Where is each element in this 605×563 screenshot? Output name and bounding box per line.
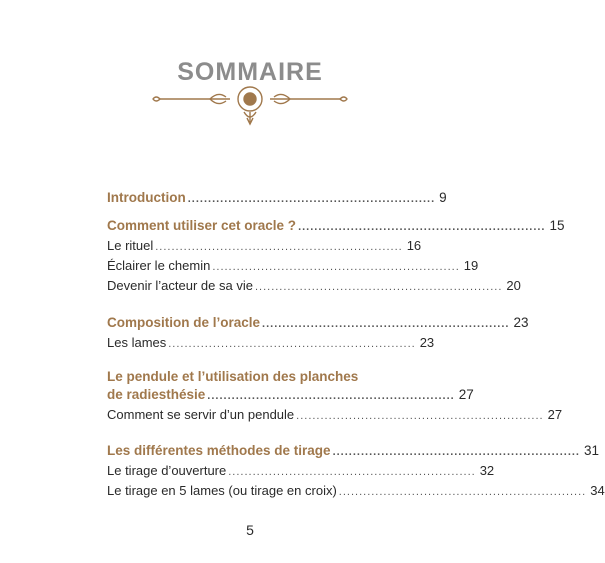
toc-page: 31 [584,443,600,458]
toc-entry[interactable] [107,483,605,500]
toc-label: Éclairer le chemin [107,258,211,273]
toc-entry[interactable] [107,218,565,235]
toc-label: Comment se servir d’un pendule [107,407,295,422]
toc-entry[interactable] [107,463,495,480]
toc-page: 27 [458,387,474,402]
toc-entry-heading[interactable] [107,369,392,385]
toc-entry[interactable] [107,335,435,352]
toc-page: 15 [549,218,565,233]
toc-label: Le pendule et l’utilisation des planches [107,369,359,384]
toc-label: Devenir l’acteur de sa vie [107,278,253,293]
leader-dots: ............................................................. [338,486,587,498]
toc-page: 23 [419,335,435,350]
leader-dots: ............................................................. [155,241,403,253]
toc-entry[interactable] [107,315,529,332]
toc-entry[interactable] [107,387,474,404]
toc-entry[interactable] [107,278,521,295]
filigree-ornament-icon [150,82,350,132]
toc-label: Le tirage d’ouverture [107,463,227,478]
leader-dots: ............................................................. [298,221,546,233]
leader-dots: ............................................................. [168,338,416,350]
leader-dots: ............................................................. [254,281,503,293]
page-number: 5 [246,522,254,538]
toc-entry[interactable] [107,190,447,207]
leader-dots: ............................................................. [296,410,544,422]
toc-page: 34 [590,483,605,498]
leader-dots: ............................................................. [262,318,510,330]
toc-label: Le rituel [107,238,154,253]
toc-page: 9 [439,190,447,205]
toc-label: Les différentes méthodes de tirage [107,443,331,458]
toc-page: 19 [463,258,479,273]
leader-dots: ............................................................. [332,446,580,458]
leader-dots: ............................................................. [207,390,455,402]
leader-dots: ............................................................. [187,193,436,205]
toc-page: 27 [547,407,563,422]
toc-label: Les lames [107,335,167,350]
toc-label: de radiesthésie [107,387,206,402]
toc-label: Introduction [107,190,186,205]
toc-page: 23 [513,315,529,330]
toc-entry[interactable] [107,443,600,460]
toc-label: Le tirage en 5 lames (ou tirage en croix) [107,483,337,498]
toc-entry[interactable] [107,238,422,255]
toc-page: 32 [479,463,495,478]
toc-label: Composition de l’oracle [107,315,261,330]
toc-label: Comment utiliser cet oracle ? [107,218,297,233]
toc-entry[interactable] [107,407,563,424]
toc-page: 20 [506,278,521,293]
toc-page: 16 [406,238,422,253]
leader-dots: ............................................................. [212,261,460,273]
leader-dots: ............................................................. [228,466,476,478]
toc-entry[interactable] [107,258,479,275]
page-title: SOMMAIRE [177,58,323,86]
